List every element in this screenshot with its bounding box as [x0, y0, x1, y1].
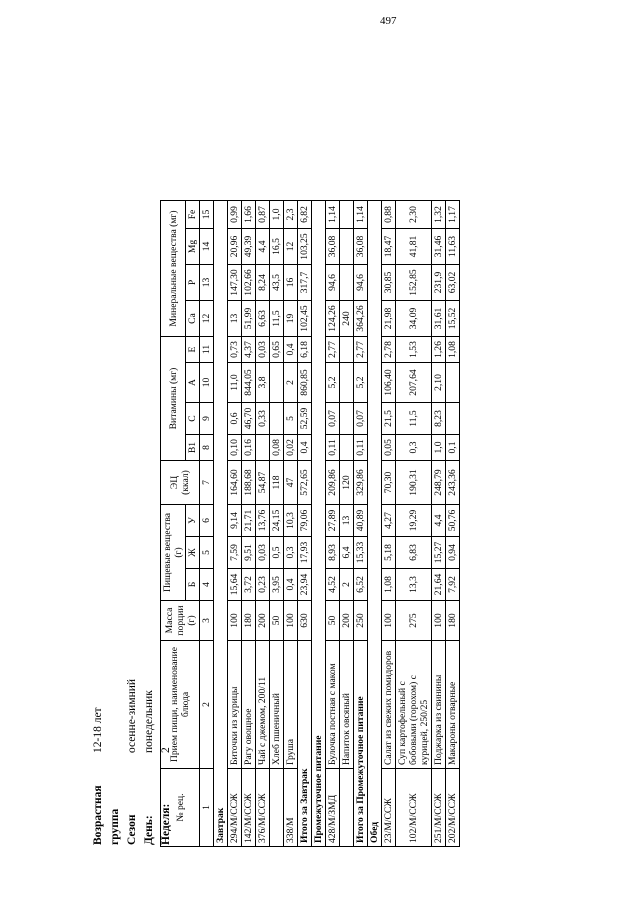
- total-value-cell: 0,4: [298, 435, 312, 461]
- table-row: [396, 201, 432, 847]
- value-cell: 200: [256, 601, 270, 641]
- value-cell: 8,93: [326, 537, 340, 569]
- col-nutrients-header: Пищевые вещества (г): [161, 505, 186, 601]
- value-cell: 19,29: [396, 505, 432, 537]
- value-cell: 164,60: [228, 461, 242, 505]
- dish-name-cell: Макароны отварные: [446, 641, 460, 769]
- colnum: 9: [200, 403, 214, 435]
- recipe-number-cell: [270, 769, 284, 847]
- page-number: 497: [380, 15, 397, 27]
- value-cell: 0,03: [256, 537, 270, 569]
- value-cell: 0,3: [284, 537, 298, 569]
- value-cell: 188,68: [242, 461, 256, 505]
- value-cell: 1,08: [382, 569, 396, 601]
- value-cell: 844,05: [242, 363, 256, 403]
- colnum: 8: [200, 435, 214, 461]
- value-cell: 102,66: [242, 265, 256, 301]
- total-value-cell: 23,94: [298, 569, 312, 601]
- total-value-cell: 0,07: [354, 403, 368, 435]
- dish-name-cell: Биточки из курицы: [228, 641, 242, 769]
- col-vitamins-header: Витамины (мг): [161, 337, 186, 461]
- value-cell: 120: [340, 461, 354, 505]
- value-cell: 0,65: [270, 337, 284, 363]
- value-cell: 100: [382, 601, 396, 641]
- value-cell: 0,6: [228, 403, 242, 435]
- value-cell: 11,5: [270, 301, 284, 337]
- recipe-number-cell: 428/М/ЗМД: [326, 769, 340, 847]
- value-cell: 70,30: [382, 461, 396, 505]
- colnum: 15: [200, 201, 214, 229]
- table-row: [256, 201, 270, 847]
- total-value-cell: 5,2: [354, 363, 368, 403]
- dish-name-cell: Груша: [284, 641, 298, 769]
- value-cell: 2,10: [432, 363, 446, 403]
- table-row: [228, 201, 242, 847]
- total-value-cell: 6,82: [298, 201, 312, 229]
- colnum: 1: [200, 769, 214, 847]
- value-cell: 0,11: [326, 435, 340, 461]
- colnum: 3: [200, 601, 214, 641]
- colnum: 14: [200, 229, 214, 265]
- total-value-cell: 94,6: [354, 265, 368, 301]
- total-value-cell: 6,52: [354, 569, 368, 601]
- value-cell: 0,87: [256, 201, 270, 229]
- season-value: осенне-зимний: [126, 678, 138, 753]
- value-cell: 100: [228, 601, 242, 641]
- total-value-cell: 17,93: [298, 537, 312, 569]
- value-cell: 207,64: [396, 363, 432, 403]
- value-cell: 0,33: [256, 403, 270, 435]
- value-cell: 0,10: [228, 435, 242, 461]
- value-cell: 243,36: [446, 461, 460, 505]
- value-cell: 1,14: [326, 201, 340, 229]
- value-cell: 21,64: [432, 569, 446, 601]
- value-cell: 36,08: [326, 229, 340, 265]
- total-value-cell: 0,11: [354, 435, 368, 461]
- total-value-cell: 1,14: [354, 201, 368, 229]
- total-row: [298, 201, 312, 847]
- value-cell: [340, 201, 354, 229]
- table-row: [432, 201, 446, 847]
- value-cell: 209,86: [326, 461, 340, 505]
- value-cell: 15,52: [446, 301, 460, 337]
- value-cell: 16: [284, 265, 298, 301]
- value-cell: 2,30: [396, 201, 432, 229]
- value-cell: 11,5: [396, 403, 432, 435]
- col-c-header: C: [186, 403, 200, 435]
- week-value: 2: [160, 747, 172, 753]
- dish-name-cell: Суп картофельный с бобовыми (горохом) с курицей, 250/25: [396, 641, 432, 769]
- value-cell: 2,3: [284, 201, 298, 229]
- col-minerals-header: Минеральные вещества (мг): [161, 201, 186, 337]
- col-recipe-header: № рец.: [161, 769, 200, 847]
- value-cell: 1,0: [432, 435, 446, 461]
- value-cell: 240: [340, 301, 354, 337]
- total-label: Итого за Промежуточное питание: [354, 641, 368, 847]
- value-cell: 21,71: [242, 505, 256, 537]
- value-cell: [340, 337, 354, 363]
- value-cell: 118: [270, 461, 284, 505]
- dish-name-cell: Поджарка из свинины: [432, 641, 446, 769]
- value-cell: 47: [284, 461, 298, 505]
- week-label: Неделя:: [160, 803, 172, 845]
- total-value-cell: 329,86: [354, 461, 368, 505]
- value-cell: 8,24: [256, 265, 270, 301]
- section-row: [368, 201, 382, 847]
- value-cell: [256, 435, 270, 461]
- recipe-number-cell: 202/М/ССЖ: [446, 769, 460, 847]
- value-cell: 7,59: [228, 537, 242, 569]
- value-cell: 10,3: [284, 505, 298, 537]
- total-value-cell: 2,77: [354, 337, 368, 363]
- col-u-header: У: [186, 505, 200, 537]
- value-cell: 46,70: [242, 403, 256, 435]
- value-cell: 13: [228, 301, 242, 337]
- total-value-cell: 860,85: [298, 363, 312, 403]
- value-cell: 19: [284, 301, 298, 337]
- value-cell: 41,81: [396, 229, 432, 265]
- value-cell: 51,99: [242, 301, 256, 337]
- col-a-header: A: [186, 363, 200, 403]
- value-cell: 2,77: [326, 337, 340, 363]
- dish-name-cell: Салат из свежих помидоров: [382, 641, 396, 769]
- table-body: [214, 201, 460, 847]
- recipe-number-cell: 294/М/ССЖ: [228, 769, 242, 847]
- value-cell: 0,07: [326, 403, 340, 435]
- col-e-header: E: [186, 337, 200, 363]
- value-cell: 106,40: [382, 363, 396, 403]
- value-cell: 2,78: [382, 337, 396, 363]
- col-mg-header: Mg: [186, 229, 200, 265]
- total-value-cell: 6,18: [298, 337, 312, 363]
- value-cell: 8,23: [432, 403, 446, 435]
- recipe-number-cell: [340, 769, 354, 847]
- value-cell: 4,52: [326, 569, 340, 601]
- value-cell: 147,30: [228, 265, 242, 301]
- value-cell: [446, 363, 460, 403]
- value-cell: 4,27: [382, 505, 396, 537]
- value-cell: 0,94: [446, 537, 460, 569]
- value-cell: 5: [284, 403, 298, 435]
- value-cell: 49,39: [242, 229, 256, 265]
- total-value-cell: 36,08: [354, 229, 368, 265]
- dish-name-cell: Булочка постная с маком: [326, 641, 340, 769]
- value-cell: 31,46: [432, 229, 446, 265]
- section-title: Промежуточное питание: [312, 201, 326, 847]
- value-cell: 0,02: [284, 435, 298, 461]
- table-row: [340, 201, 354, 847]
- value-cell: 0,88: [382, 201, 396, 229]
- recipe-number-cell: 102/М/ССЖ: [396, 769, 432, 847]
- total-value-cell: 364,26: [354, 301, 368, 337]
- value-cell: 50: [270, 601, 284, 641]
- col-mass-header: Масса порции (г): [161, 601, 200, 641]
- value-cell: 13,3: [396, 569, 432, 601]
- value-cell: 1,66: [242, 201, 256, 229]
- total-value-cell: 630: [298, 601, 312, 641]
- value-cell: 0,03: [256, 337, 270, 363]
- recipe-number-cell: 338/М: [284, 769, 298, 847]
- col-fe-header: Fe: [186, 201, 200, 229]
- total-value-cell: 102,45: [298, 301, 312, 337]
- value-cell: 0,99: [228, 201, 242, 229]
- colnum: 12: [200, 301, 214, 337]
- value-cell: [340, 229, 354, 265]
- day-value: понедельник: [143, 690, 155, 753]
- colnum: 2: [200, 641, 214, 769]
- value-cell: 124,26: [326, 301, 340, 337]
- value-cell: 231,9: [432, 265, 446, 301]
- value-cell: 13: [340, 505, 354, 537]
- value-cell: 1,0: [270, 201, 284, 229]
- value-cell: 16,5: [270, 229, 284, 265]
- colnum: 7: [200, 461, 214, 505]
- value-cell: 0,5: [270, 537, 284, 569]
- value-cell: 0,23: [256, 569, 270, 601]
- value-cell: 20,96: [228, 229, 242, 265]
- value-cell: 6,63: [256, 301, 270, 337]
- table-row: [284, 201, 298, 847]
- value-cell: 0,3: [396, 435, 432, 461]
- value-cell: 200: [340, 601, 354, 641]
- colnum: 13: [200, 265, 214, 301]
- total-value-cell: 40,89: [354, 505, 368, 537]
- value-cell: 3,8: [256, 363, 270, 403]
- value-cell: 2: [284, 363, 298, 403]
- value-cell: 1,53: [396, 337, 432, 363]
- value-cell: 30,85: [382, 265, 396, 301]
- value-cell: 275: [396, 601, 432, 641]
- dish-name-cell: Рагу овощное: [242, 641, 256, 769]
- value-cell: 100: [284, 601, 298, 641]
- col-p-header: P: [186, 265, 200, 301]
- section-row: [312, 201, 326, 847]
- value-cell: 0,4: [284, 337, 298, 363]
- value-cell: 190,31: [396, 461, 432, 505]
- recipe-number-cell: 376/М/ССЖ: [256, 769, 270, 847]
- col-zh-header: Ж: [186, 537, 200, 569]
- value-cell: 1,08: [446, 337, 460, 363]
- value-cell: 0,16: [242, 435, 256, 461]
- age-group-value: 12-18 лет: [92, 707, 104, 753]
- value-cell: 9,51: [242, 537, 256, 569]
- table-row: [382, 201, 396, 847]
- value-cell: 152,85: [396, 265, 432, 301]
- value-cell: 94,6: [326, 265, 340, 301]
- table-header: [161, 201, 214, 847]
- col-ca-header: Ca: [186, 301, 200, 337]
- col-energy-header: ЭЦ (ккал): [161, 461, 200, 505]
- recipe-number-cell: 251/М/ССЖ: [432, 769, 446, 847]
- value-cell: 0,1: [446, 435, 460, 461]
- value-cell: 3,95: [270, 569, 284, 601]
- table-row: [326, 201, 340, 847]
- value-cell: 24,15: [270, 505, 284, 537]
- value-cell: 5,18: [382, 537, 396, 569]
- section-title: Обед: [368, 201, 382, 847]
- value-cell: 1,32: [432, 201, 446, 229]
- column-number-row: [200, 201, 214, 847]
- colnum: 4: [200, 569, 214, 601]
- value-cell: 9,14: [228, 505, 242, 537]
- colnum: 11: [200, 337, 214, 363]
- value-cell: 4,4: [432, 505, 446, 537]
- dish-name-cell: Хлеб пшеничный: [270, 641, 284, 769]
- value-cell: 248,79: [432, 461, 446, 505]
- value-cell: 21,98: [382, 301, 396, 337]
- menu-table: [160, 200, 460, 847]
- section-row: [214, 201, 228, 847]
- dish-name-cell: Напиток овсяный: [340, 641, 354, 769]
- value-cell: 2: [340, 569, 354, 601]
- value-cell: 4,37: [242, 337, 256, 363]
- value-cell: [340, 403, 354, 435]
- table-row: [270, 201, 284, 847]
- total-value-cell: 103,25: [298, 229, 312, 265]
- value-cell: [340, 435, 354, 461]
- value-cell: 31,61: [432, 301, 446, 337]
- value-cell: 5,2: [326, 363, 340, 403]
- value-cell: 18,47: [382, 229, 396, 265]
- value-cell: 15,27: [432, 537, 446, 569]
- season-label: Сезон: [126, 814, 138, 845]
- value-cell: 50,76: [446, 505, 460, 537]
- total-value-cell: 317,7: [298, 265, 312, 301]
- total-label: Итого за Завтрак: [298, 641, 312, 847]
- value-cell: 6,4: [340, 537, 354, 569]
- dish-name-cell: Чай с джемом, 200/11: [256, 641, 270, 769]
- recipe-number-cell: 23/М/ССЖ: [382, 769, 396, 847]
- col-b1-header: B1: [186, 435, 200, 461]
- col-dish-header: Прием пищи, наименование блюда: [161, 641, 200, 769]
- value-cell: 27,89: [326, 505, 340, 537]
- total-value-cell: 52,59: [298, 403, 312, 435]
- total-value-cell: 572,65: [298, 461, 312, 505]
- value-cell: 43,5: [270, 265, 284, 301]
- value-cell: 0,4: [284, 569, 298, 601]
- value-cell: 180: [446, 601, 460, 641]
- value-cell: 4,4: [256, 229, 270, 265]
- day-label: День:: [143, 815, 155, 845]
- value-cell: 3,72: [242, 569, 256, 601]
- value-cell: 0,05: [382, 435, 396, 461]
- total-value-cell: 79,06: [298, 505, 312, 537]
- value-cell: [270, 403, 284, 435]
- value-cell: [270, 363, 284, 403]
- value-cell: 63,02: [446, 265, 460, 301]
- value-cell: 100: [432, 601, 446, 641]
- value-cell: 7,92: [446, 569, 460, 601]
- value-cell: [340, 363, 354, 403]
- value-cell: 11,0: [228, 363, 242, 403]
- value-cell: 6,83: [396, 537, 432, 569]
- section-title: Завтрак: [214, 201, 228, 847]
- total-value-cell: 15,33: [354, 537, 368, 569]
- value-cell: 0,73: [228, 337, 242, 363]
- total-value-cell: 250: [354, 601, 368, 641]
- value-cell: 1,17: [446, 201, 460, 229]
- value-cell: 12: [284, 229, 298, 265]
- value-cell: 1,26: [432, 337, 446, 363]
- value-cell: 34,09: [396, 301, 432, 337]
- colnum: 10: [200, 363, 214, 403]
- value-cell: 180: [242, 601, 256, 641]
- table-row: [242, 201, 256, 847]
- value-cell: 50: [326, 601, 340, 641]
- value-cell: 0,08: [270, 435, 284, 461]
- colnum: 5: [200, 537, 214, 569]
- age-group-label: Возрастная группа: [92, 785, 121, 845]
- value-cell: [340, 265, 354, 301]
- col-b-header: Б: [186, 569, 200, 601]
- value-cell: 15,64: [228, 569, 242, 601]
- value-cell: 54,87: [256, 461, 270, 505]
- value-cell: 13,76: [256, 505, 270, 537]
- recipe-number-cell: 142/М/ССЖ: [242, 769, 256, 847]
- value-cell: [446, 403, 460, 435]
- table-row: [446, 201, 460, 847]
- colnum: 6: [200, 505, 214, 537]
- value-cell: 11,63: [446, 229, 460, 265]
- total-row: [354, 201, 368, 847]
- value-cell: 21,5: [382, 403, 396, 435]
